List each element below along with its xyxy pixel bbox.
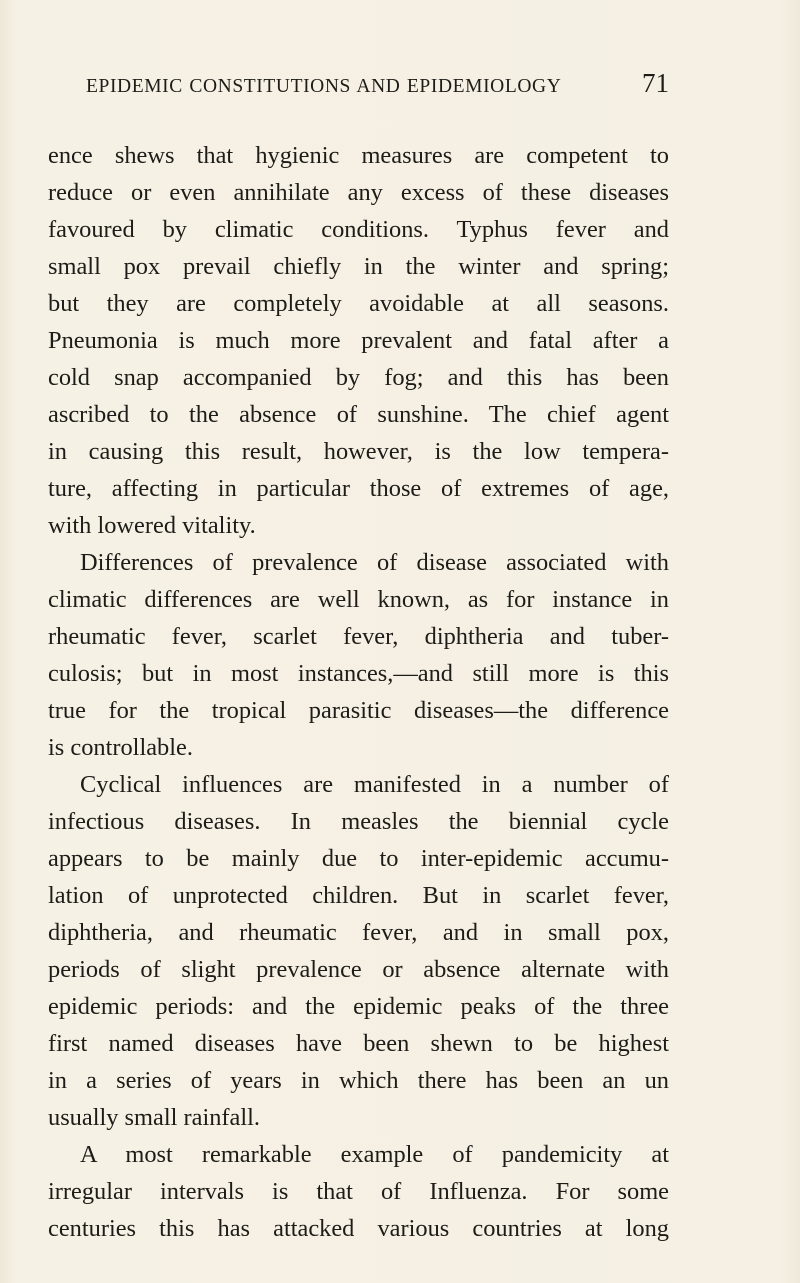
text-line: is controllable. [48, 734, 193, 761]
text-line: but they are completely avoidable at all seasons. [48, 290, 669, 317]
running-header [86, 70, 669, 106]
text-line: culosis; but in most instances,—and still more is this [48, 660, 669, 687]
running-title: EPIDEMIC CONSTITUTIONS AND EPIDEMIOLOGY [86, 76, 562, 97]
text-line: ence shews that hygienic measures are competent to [48, 142, 669, 169]
text-line: with lowered vitality. [48, 512, 256, 539]
text-line: ture, affecting in particular those of extremes of age, [48, 475, 669, 502]
page-number: 71 [642, 68, 669, 98]
text-line: climatic differences are well known, as for instance in [48, 586, 669, 613]
text-line: Pneumonia is much more prevalent and fatal after a [48, 327, 669, 354]
text-line: first named diseases have been shewn to be highest [48, 1030, 669, 1057]
text-line: epidemic periods: and the epidemic peaks of the three [48, 993, 669, 1020]
text-line: small pox prevail chiefly in the winter and spring; [48, 253, 669, 280]
text-line: ascribed to the absence of sunshine. The chief agent [48, 401, 669, 428]
text-line: favoured by climatic conditions. Typhus fever and [48, 216, 669, 243]
text-line: irregular intervals is that of Influenza. For some [48, 1178, 669, 1205]
text-line: cold snap accompanied by fog; and this has been [48, 364, 669, 391]
text-line: rheumatic fever, scarlet fever, diphtheria and tuber- [48, 623, 669, 650]
text-line: periods of slight prevalence or absence alternate with [48, 956, 669, 983]
text-line: Cyclical influences are manifested in a number of [80, 771, 669, 798]
text-line: usually small rainfall. [48, 1104, 261, 1131]
body-text [48, 137, 669, 1247]
text-line: appears to be mainly due to inter-epidemic accumu- [48, 845, 669, 872]
text-line: A most remarkable example of pandemicity at [80, 1141, 669, 1168]
text-line: diphtheria, and rheumatic fever, and in small pox, [48, 919, 669, 946]
text-line: Differences of prevalence of disease associated with [80, 549, 669, 576]
text-line: lation of unprotected children. But in scarlet fever, [48, 882, 669, 909]
text-line: centuries this has attacked various countries at long [48, 1215, 669, 1242]
text-line: reduce or even annihilate any excess of these diseases [48, 179, 669, 206]
text-line: true for the tropical parasitic diseases—the difference [48, 697, 669, 724]
text-line: infectious diseases. In measles the biennial cycle [48, 808, 669, 835]
text-line: in causing this result, however, is the low tempera- [48, 438, 669, 465]
text-line: in a series of years in which there has been an un [48, 1067, 669, 1094]
